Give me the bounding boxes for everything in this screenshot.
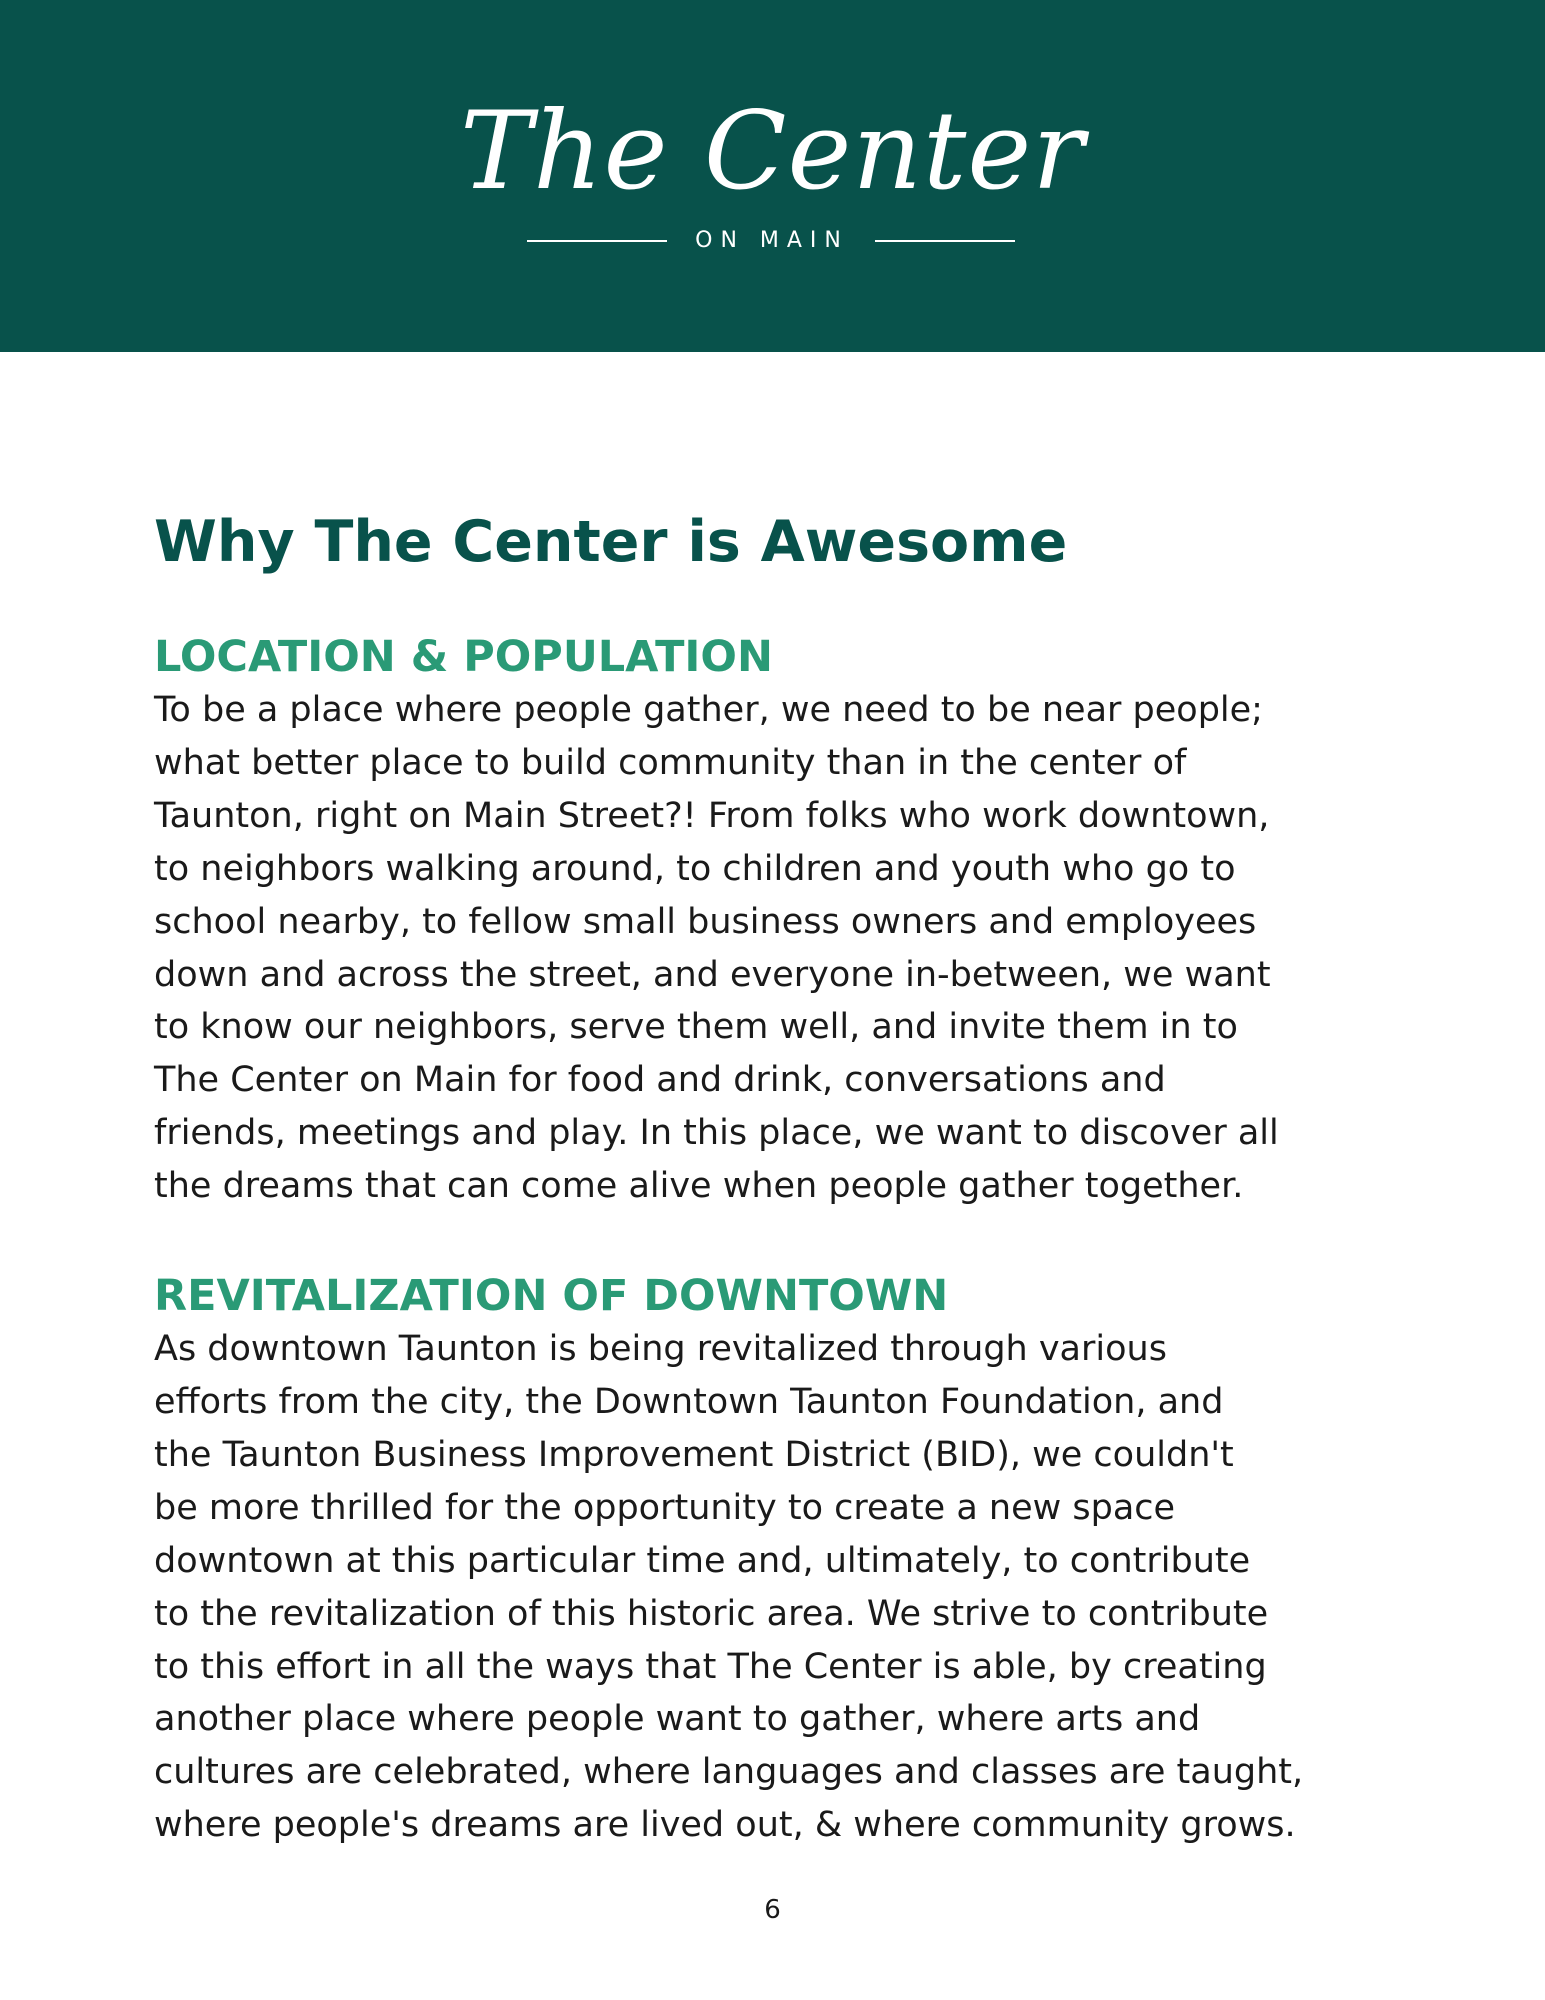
body-line: Taunton, right on Main Street?! From folks who work downtown, [154,795,1270,836]
body-line: the dreams that can come alive when people gather together. [154,1166,1244,1207]
logo-subtitle-row [0,226,1545,256]
body-line: to neighbors walking around, to children and youth who go to [154,848,1236,889]
section-heading-location: LOCATION & POPULATION [154,632,773,682]
page-title: Why The Center is Awesome [154,509,1068,575]
body-line: down and across the street, and everyone in-between, we want [154,954,1271,995]
body-line: another place where people want to gather, where arts and [154,1699,1201,1740]
logo-rule-right [875,240,1015,242]
body-line: be more thrilled for the opportunity to create a new space [154,1487,1176,1528]
section-heading-revitalization: REVITALIZATION OF DOWNTOWN [154,1271,949,1322]
body-line: the Taunton Business Improvement District (BID), we couldn't [154,1434,1234,1475]
body-line: cultures are celebrated, where languages and classes are taught, [154,1752,1304,1793]
body-line: what better place to build community than in the center of [154,742,1187,783]
body-line: school nearby, to fellow small business owners and employees [154,901,1257,942]
logo-wordmark: The Center [460,89,1085,214]
body-line: efforts from the city, the Downtown Taunton Foundation, and [154,1381,1224,1422]
header-band [0,0,1545,352]
body-line: To be a place where people gather, we need to be near people; [154,690,1263,730]
section-body-revitalization [154,1323,1404,1852]
body-line: As downtown Taunton is being revitalized through various [154,1329,1167,1370]
body-line: to the revitalization of this historic area. We strive to contribute [154,1593,1269,1634]
logo-subtitle: ON MAIN [695,228,849,253]
logo-rule-left [527,240,667,242]
body-line: The Center on Main for food and drink, conversations and [154,1060,1166,1101]
body-line: downtown at this particular time and, ultimately, to contribute [154,1540,1251,1581]
body-line: friends, meetings and play. In this place, we want to discover all [154,1113,1279,1154]
body-line: where people's dreams are lived out, & where community grows. [154,1805,1296,1846]
page-number: 6 [764,1895,781,1925]
section-body-location [154,684,1404,1213]
page-content [154,500,1404,1852]
brand-logo [0,0,1545,352]
body-line: to know our neighbors, serve them well, and invite them in to [154,1007,1238,1048]
body-line: to this effort in all the ways that The Center is able, by creating [154,1646,1267,1687]
